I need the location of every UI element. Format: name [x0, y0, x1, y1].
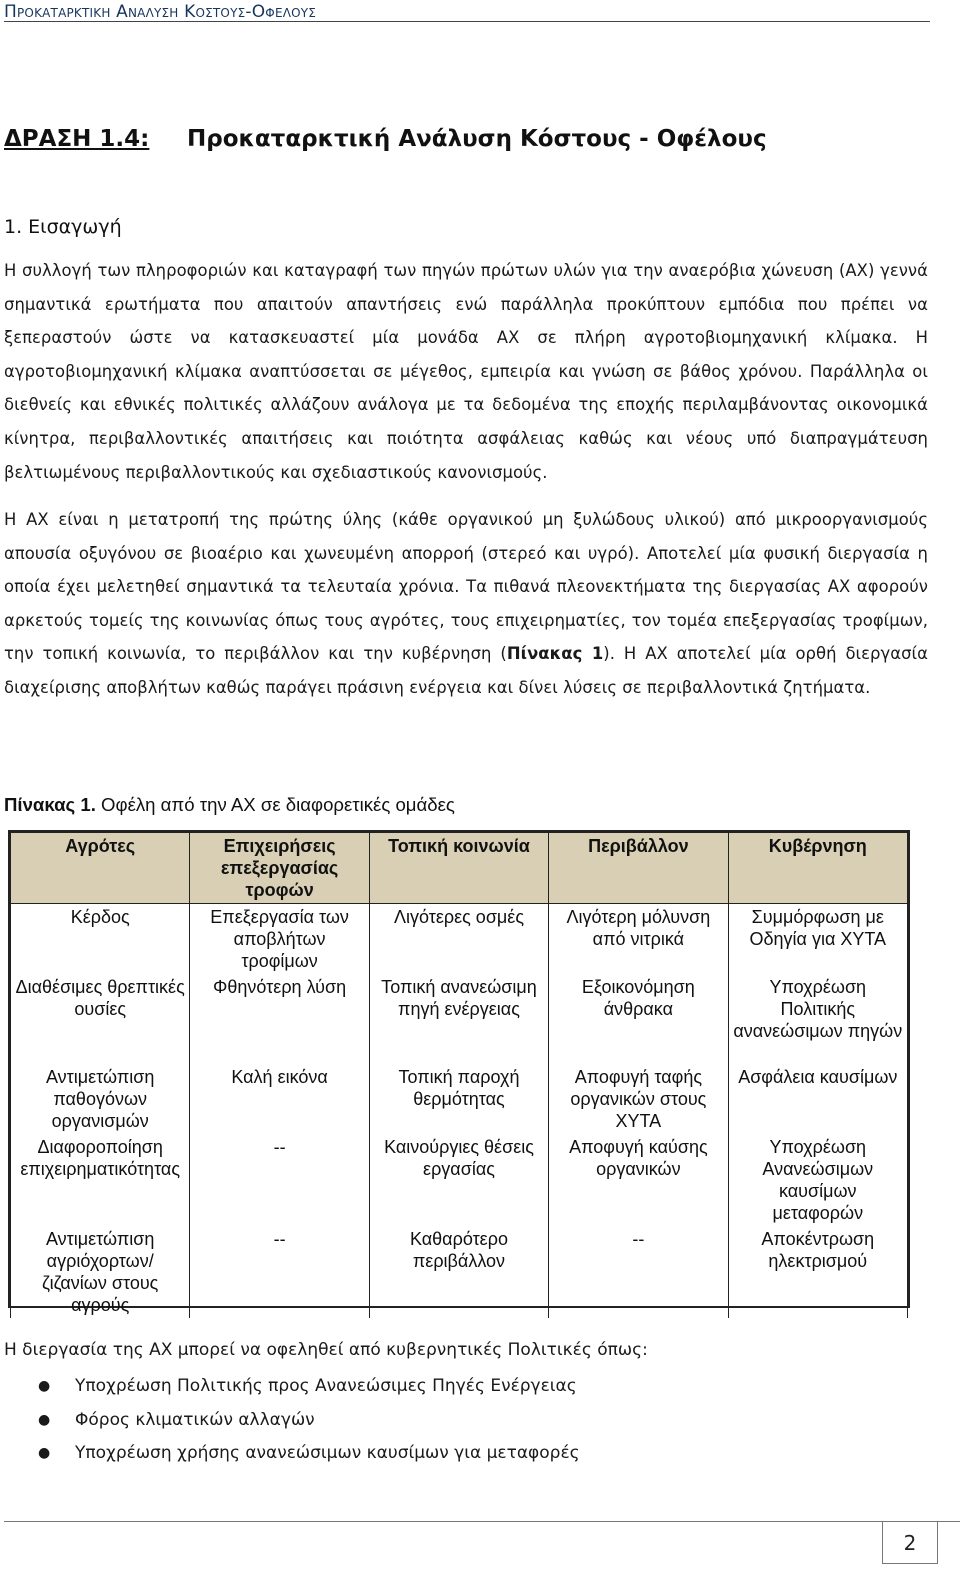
list-item — [38, 1437, 580, 1471]
table-cell: Αποκέντρωση ηλεκτρισμού — [728, 1226, 907, 1318]
benefits-table — [10, 832, 908, 1318]
header-rule — [4, 21, 930, 22]
table-cell: Επεξεργασία των αποβλήτων τροφίμων — [190, 904, 369, 975]
section-title: 1. Εισαγωγή — [4, 216, 122, 238]
column-header: Περιβάλλον — [549, 833, 728, 904]
table-reference: Πίνακας 1 — [506, 644, 604, 664]
table-cell: Κέρδος — [11, 904, 190, 975]
table-cell: Υποχρέωση Πολιτικής ανανεώσιμων πηγών — [728, 974, 907, 1064]
definition-paragraph — [4, 503, 928, 705]
column-header: Αγρότες — [11, 833, 190, 904]
table-cell: Εξοικονόμηση άνθρακα — [549, 974, 728, 1064]
running-header: Προκαταρκτικη Αναλυση Κοστους-Οφελους — [4, 2, 317, 22]
table-cell: Συμμόρφωση με Οδηγία για ΧΥΤΑ — [728, 904, 907, 975]
table-cell: Αντιμετώπιση αγριόχορτων/ ζιζανίων στους αγρούς — [11, 1226, 190, 1318]
list-item-text: Υποχρέωση χρήσης ανανεώσιμων καυσίμων για μεταφορές — [75, 1443, 580, 1463]
table-cell: Τοπική παροχή θερμότητας — [369, 1064, 548, 1134]
table-row — [11, 974, 908, 1064]
bullet-icon: ● — [38, 1445, 51, 1461]
table-cell: Καλή εικόνα — [190, 1064, 369, 1134]
table-cell: Καινούργιες θέσεις εργασίας — [369, 1134, 548, 1226]
policies-intro: Η διεργασία της ΑΧ μπορεί να οφεληθεί από κυβερνητικές Πολιτικές όπως: — [4, 1340, 648, 1360]
table-cell: Λιγότερη μόλυνση από νιτρικά — [549, 904, 728, 975]
definition-text-end: ). Η ΑΧ αποτελεί μία ορθή διεργασία διαχείρισης αποβλήτων καθώς παράγει πράσινη ενέργεια και δίνει λύσεις σε περιβαλλοντικά ζητήματα. — [4, 644, 928, 697]
table-cell: Τοπική ανανεώσιμη πηγή ενέργειας — [369, 974, 548, 1064]
table-caption-label: Πίνακας 1. — [4, 794, 96, 815]
table-cell: -- — [549, 1226, 728, 1318]
table-cell: Καθαρότερο περιβάλλον — [369, 1226, 548, 1318]
definition-text-start: Η ΑΧ είναι η μετατροπή της πρώτης ύλης (κάθε οργανικού μη ξυλώδους υλικού) από μικροοργανισμούς απουσία οξυγόνου σε βιοαέριο και χωνευμένη απορροή (στερεό και υγρό). Αποτελεί μία φυσική διεργασία η οποία έχει μελετηθεί σημαντικά τα τελευταία χρόνια. Τα πιθανά πλεονεκτήματα της διεργασίας ΑΧ αφορούν αρκετούς τομείς της κοινωνίας όπως τους αγρότες, τους επιχειρηματίες, τον τομέα επεξεργασίας τροφίμων, την τοπική κοινωνία, το περιβάλλον και την κυβέρνηση ( — [4, 510, 928, 664]
table-cell: Αποφυγή καύσης οργανικών — [549, 1134, 728, 1226]
intro-paragraph: Η συλλογή των πληροφοριών και καταγραφή των πηγών πρώτων υλών για την αναερόβια χώνευση (ΑΧ) γεννά σημαντικά ερωτήματα που απαιτούν απαντήσεις ενώ παράλληλα προκύπτουν εμπόδια που πρέπει να ξεπεραστούν ώστε να κατασκευαστεί μία μονάδα ΑΧ σε πλήρη αγροτοβιομηχανική κλίμακα. Η αγροτοβιομηχανική κλίμακα αναπτύσσεται σε μέγεθος, εμπειρία και γνώση σε βάθος χρόνου. Παράλληλα οι διεθνείς και εθνικές πολιτικές αλλάζουν ανάλογα με τα δεδομένα της εποχής περιλαμβάνοντας οικονομικά κίνητρα, περιβαλλοντικές απαιτήσεις και ποιότητα ασφάλειας καθώς και νέους υπό διαπραγμάτευση βελτιωμένους περιβαλλοντικούς και σχεδιαστικούς κανονισμούς. — [4, 261, 928, 482]
list-item-text: Υποχρέωση Πολιτικής προς Ανανεώσιμες Πηγές Ενέργειας — [75, 1376, 577, 1396]
list-item — [38, 1404, 580, 1438]
action-title — [4, 126, 767, 152]
list-item — [38, 1370, 580, 1404]
table-cell: Υποχρέωση Ανανεώσιμων καυσίμων μεταφορών — [728, 1134, 907, 1226]
table-cell: Λιγότερες οσμές — [369, 904, 548, 975]
benefits-table-frame — [8, 830, 910, 1315]
policies-list — [38, 1370, 580, 1471]
column-header: Επιχειρήσεις επεξεργασίας τροφών — [190, 833, 369, 904]
table-caption — [4, 794, 455, 816]
footer-rule — [4, 1521, 960, 1522]
bullet-icon: ● — [38, 1411, 51, 1428]
column-header: Κυβέρνηση — [728, 833, 907, 904]
table-row — [11, 1064, 908, 1134]
list-item-text: Φόρος κλιματικών αλλαγών — [75, 1409, 315, 1430]
table-row — [11, 1134, 908, 1226]
action-code: ΔΡΑΣΗ 1.4: — [4, 126, 150, 152]
table-row — [11, 1226, 908, 1318]
table-cell: -- — [190, 1134, 369, 1226]
table-caption-text: Οφέλη από την ΑΧ σε διαφορετικές ομάδες — [95, 794, 455, 815]
page-number: 2 — [882, 1522, 938, 1564]
table-cell: Φθηνότερη λύση — [190, 974, 369, 1064]
table-cell: Ασφάλεια καυσίμων — [728, 1064, 907, 1134]
action-heading: Προκαταρκτική Ανάλυση Κόστους - Οφέλους — [187, 126, 767, 152]
table-cell: Διαθέσιμες θρεπτικές ουσίες — [11, 974, 190, 1064]
column-header: Τοπική κοινωνία — [369, 833, 548, 904]
table-cell: Αντιμετώπιση παθογόνων οργανισμών — [11, 1064, 190, 1134]
table-cell: -- — [190, 1226, 369, 1318]
table-cell: Αποφυγή ταφής οργανικών στους ΧΥΤΑ — [549, 1064, 728, 1134]
bullet-icon: ● — [38, 1378, 51, 1394]
table-cell: Διαφοροποίηση επιχειρηματικότητας — [11, 1134, 190, 1226]
table-row — [11, 904, 908, 975]
